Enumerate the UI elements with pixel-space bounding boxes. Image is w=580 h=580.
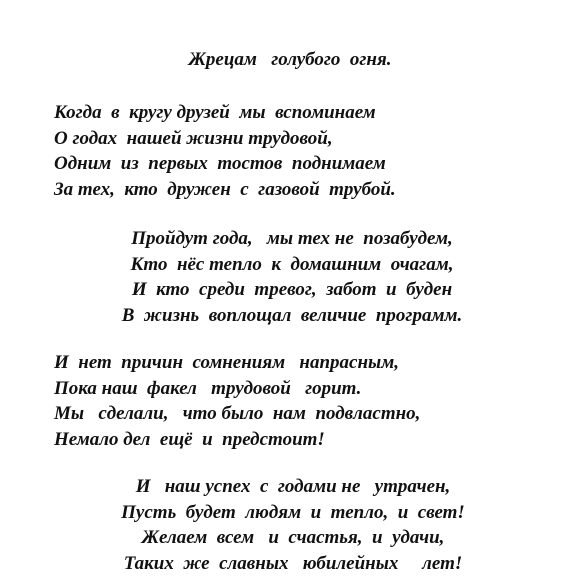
stanza-line: И наш успех с годами не утрачен,	[135, 476, 451, 497]
stanza-line: Мы сделали, что было нам подвластно,	[54, 403, 421, 425]
stanza-line: Пройдут года, мы тех не позабудем,	[131, 228, 453, 249]
stanza-line: И кто среди тревог, забот и буден	[131, 279, 453, 301]
stanza-line: Желаем всем и счастья, и удачи,	[141, 527, 445, 549]
stanza-line: Одним из первых тостов поднимаем	[54, 153, 386, 175]
stanza-1	[54, 100, 396, 202]
stanza-line: И нет причин сомнениям напрасным,	[54, 352, 399, 373]
stanza-line: Кто нёс тепло к домашним очагам,	[130, 253, 454, 275]
stanza-line: Немало дел ещё и предстоит!	[54, 428, 325, 450]
stanza-line: Когда в кругу друзей мы вспоминаем	[54, 102, 376, 123]
stanza-4	[0, 474, 580, 576]
stanza-line: В жизнь воплощал величие программ.	[121, 304, 463, 326]
stanza-2	[0, 226, 580, 328]
stanza-line: За тех, кто дружен с газовой трубой.	[54, 178, 396, 200]
stanza-3	[54, 350, 420, 452]
stanza-line: Пусть будет людям и тепло, и свет!	[121, 501, 465, 523]
stanza-line: О годах нашей жизни трудовой,	[54, 127, 333, 149]
stanza-line: Таких же славных юбилейных лет!	[123, 552, 463, 574]
poem-title: Жрецам голубого огня.	[188, 49, 392, 70]
stanza-line: Пока наш факел трудовой горит.	[54, 377, 362, 399]
